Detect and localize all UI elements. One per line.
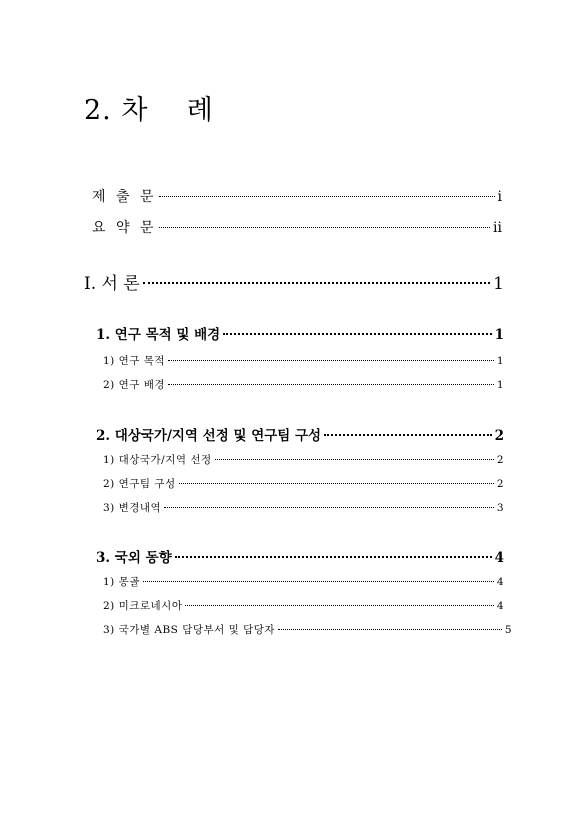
toc-page-number: 1 <box>493 274 504 294</box>
toc-label: 3. 국외 동향 <box>96 550 172 566</box>
toc-page-number: 2 <box>494 428 504 444</box>
toc-entry-chapter-1[interactable] <box>84 269 504 294</box>
dot-leader <box>185 604 493 606</box>
dot-leader <box>179 482 494 484</box>
page-title: 2. 차 례 <box>84 95 214 126</box>
toc-label: 1) 대상국가/지역 선정 <box>103 454 212 466</box>
toc-label: 3) 국가별 ABS 담당부서 및 담당자 <box>103 624 276 636</box>
toc-page-number: 2 <box>496 454 504 466</box>
dot-leader <box>223 332 491 335</box>
toc-page-number: 4 <box>496 576 504 588</box>
toc-entry-item[interactable] <box>103 500 504 515</box>
toc-entry-item[interactable] <box>103 622 512 637</box>
toc-label: 2) 연구팀 구성 <box>103 478 176 490</box>
toc-page-number: 3 <box>496 502 504 514</box>
toc-page-number: 5 <box>504 624 512 636</box>
toc-entry-item[interactable] <box>103 574 504 589</box>
dot-leader <box>164 506 494 508</box>
toc-entry-section-3[interactable] <box>96 546 504 566</box>
toc-page-number: i <box>497 189 502 205</box>
toc-entry-item[interactable] <box>103 452 504 467</box>
toc-entry-item[interactable] <box>103 377 504 392</box>
toc-label: 1. 연구 목적 및 배경 <box>96 327 221 343</box>
toc-label: 1) 연구 목적 <box>103 355 166 367</box>
dot-leader <box>168 359 494 361</box>
dot-leader <box>159 195 494 197</box>
toc-entry-section-1[interactable] <box>96 323 504 343</box>
toc-page-number: 2 <box>496 478 504 490</box>
toc-page-number: 4 <box>496 600 504 612</box>
dot-leader <box>159 226 490 228</box>
toc-label: 2) 연구 배경 <box>103 379 166 391</box>
toc-entry-item[interactable] <box>103 476 504 491</box>
toc-page-number: 1 <box>496 355 504 367</box>
toc-entry-item[interactable] <box>103 353 504 368</box>
dot-leader <box>143 281 490 284</box>
toc-entry-submission[interactable] <box>92 186 502 206</box>
dot-leader <box>175 555 492 558</box>
toc-label: 1) 몽골 <box>103 576 140 588</box>
toc-page-number: 4 <box>494 550 504 566</box>
toc-label: 2. 대상국가/지역 선정 및 연구팀 구성 <box>96 428 322 444</box>
toc-page-number: 1 <box>496 379 504 391</box>
toc-label: 제 출 문 <box>92 189 157 205</box>
toc-label: I. 서 론 <box>84 274 140 294</box>
dot-leader <box>215 458 494 460</box>
dot-leader <box>168 383 494 385</box>
dot-leader <box>143 580 494 582</box>
toc-entry-summary[interactable] <box>92 217 502 237</box>
toc-entry-section-2[interactable] <box>96 424 504 444</box>
toc-entry-item[interactable] <box>103 598 504 613</box>
toc-label: 요 약 문 <box>92 220 157 236</box>
toc-label: 3) 변경내역 <box>103 502 162 514</box>
dot-leader <box>278 628 502 630</box>
toc-page-number: 1 <box>494 327 504 343</box>
toc-label: 2) 미크로네시아 <box>103 600 183 612</box>
dot-leader <box>324 433 491 436</box>
toc-page-number: ii <box>493 220 502 236</box>
